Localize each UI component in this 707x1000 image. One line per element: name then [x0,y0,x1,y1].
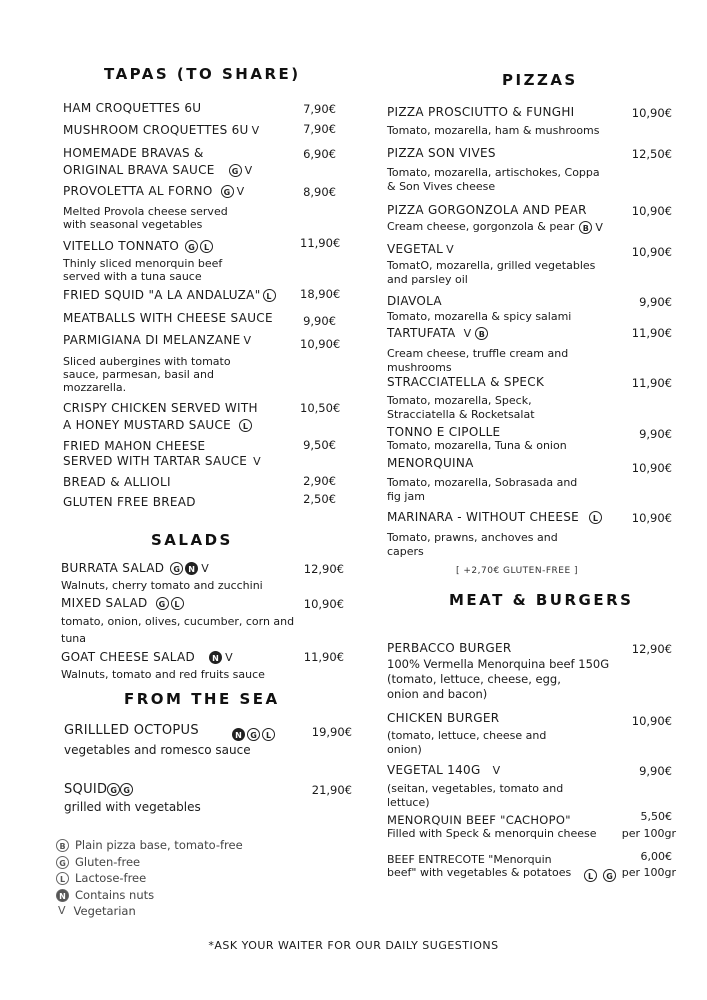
sea-heading: FROM THE SEA [124,690,280,708]
menu-item-desc: Walnuts, tomato and red fruits sauce [61,668,265,681]
vegetarian-icon: V [253,455,261,468]
menu-item-desc: with seasonal vegetables [63,218,203,231]
menu-item-name: GRILLLED OCTOPUS [64,723,199,738]
legend-label: Gluten-free [75,854,141,869]
pizzas-heading: PIZZAS [502,71,578,89]
menu-item-price: 8,90€ [303,185,336,199]
legend-label: Lactose-free [75,871,147,885]
menu-item-name: PIZZA SON VIVES [387,146,496,160]
menu-item-desc: lettuce) [387,796,430,809]
gluten-free-icon: G [247,728,260,741]
vegetarian-icon: V [236,185,245,198]
contains-nuts-icon: N [185,562,198,575]
menu-item-desc: Tomato, mozarella, Tuna & onion [387,439,567,452]
menu-item-desc: (tomato, lettuce, cheese, egg, [387,672,561,686]
meat-heading: MEAT & BURGERS [449,591,634,609]
menu-item-desc: Tomato, mozarella & spicy salami [387,310,572,323]
vegetarian-icon: V [244,164,253,177]
menu-item-desc: tuna [61,632,86,645]
menu-item-name: MEATBALLS WITH CHEESE SAUCE [63,311,273,325]
menu-item-price: 11,90€ [631,326,672,340]
menu-item [387,220,603,234]
menu-item-desc: Walnuts, cherry tomato and zucchini [61,579,263,592]
menu-item-desc: onion) [387,743,422,756]
menu-item-name: PIZZA GORGONZOLA AND PEAR [387,203,587,217]
gluten-free-icon: G [120,783,133,796]
menu-item-desc: mushrooms [387,361,452,374]
lactose-free-icon: L [262,728,275,741]
menu-item-price: 9,90€ [639,295,672,309]
vegetarian-icon: V [225,651,233,664]
menu-item-price: 11,90€ [300,236,341,250]
menu-item-name: PERBACCO BURGER [387,641,512,655]
menu-item-price: 12,90€ [303,562,344,576]
menu-item-name: TONNO E CIPOLLE [387,425,501,439]
lactose-free-icon: L [56,872,69,885]
menu-item-price: 10,50€ [300,401,341,415]
menu-item-price: 21,90€ [311,783,352,797]
menu-item-desc: Tomato, mozarella, ham & mushrooms [387,124,600,137]
menu-item-name: CRISPY CHICKEN SERVED WITH [63,401,258,415]
legend-item [56,887,243,904]
menu-item-desc: TomatO, mozarella, grilled vegetables [387,259,596,272]
menu-item-desc: Thinly sliced menorquin beef [63,257,223,270]
lactose-free-icon: L [200,240,213,253]
menu-item-name: PARMIGIANA DI MELANZANE [63,333,241,347]
menu-item-unit: per 100gr [621,866,676,879]
vegetarian-icon: V [492,764,501,777]
menu-item-desc: grilled with vegetables [64,800,201,814]
menu-item-desc: & Son Vives cheese [387,180,496,193]
menu-item [387,762,500,779]
menu-item-price: 11,90€ [303,650,344,664]
menu-item [61,649,233,666]
menu-item-price: 10,90€ [631,245,672,259]
menu-item-name: MENORQUINA [387,456,474,470]
menu-item [63,122,259,139]
menu-item [63,162,252,179]
gluten-free-icon: G [107,783,120,796]
gluten-free-note: [ +2,70€ GLUTEN-FREE ] [456,566,579,576]
menu-item-price: 10,90€ [631,106,672,120]
menu-item-name: FRIED MAHON CHEESE [63,439,206,453]
vegetarian-icon: V [201,562,210,575]
menu-item-price: 10,90€ [631,204,672,218]
item-icons [230,724,275,743]
gluten-free-icon: G [603,869,616,882]
menu-item [63,238,213,255]
menu-item-name: SQUID [64,782,108,797]
menu-item-price: 9,90€ [639,427,672,441]
gluten-free-icon: G [221,185,234,198]
contains-nuts-icon: N [232,728,245,741]
menu-item-name: VEGETAL [387,242,444,256]
menu-item-price: 10,90€ [631,461,672,475]
menu-item-price: 10,90€ [300,337,341,351]
menu-item [63,332,251,349]
menu-item-name: PIZZA PROSCIUTTO & FUNGHI [387,105,575,119]
menu-item [387,509,602,526]
menu-item-name: CHICKEN BURGER [387,711,500,725]
menu-item [61,595,184,612]
menu-item-price: 12,50€ [631,147,672,161]
menu-item-name: DIAVOLA [387,294,442,308]
legend-item [56,870,243,887]
vegetarian-icon: V [446,243,454,256]
menu-item-name: HOMEMADE BRAVAS & [63,146,204,160]
menu-item-desc: Cream cheese, truffle cream and [387,347,569,360]
menu-item-price: 11,90€ [631,376,672,390]
menu-item-name: GOAT CHEESE SALAD [61,650,196,664]
menu-item-name: VEGETAL 140G [387,763,481,777]
menu-item-desc: 100% Vermella Menorquina beef 150G [387,657,610,671]
allergen-legend [56,837,243,920]
menu-item-name: BEEF ENTRECOTE "Menorquin [387,853,552,866]
menu-item-desc: Tomato, mozarella, Sobrasada and [387,476,578,489]
vegetarian-icon: V [251,124,260,137]
menu-item [64,781,133,798]
menu-item-name: SERVED WITH TARTAR SAUCE [63,454,248,468]
menu-item-price: 6,00€ [640,850,672,863]
legend-item [56,854,243,871]
plain-base-icon: B [579,221,592,234]
menu-item-name: HAM CROQUETTES 6U [63,101,202,115]
menu-item-price: 12,90€ [631,642,672,656]
menu-item-price: 18,90€ [300,287,341,301]
menu-item [63,287,276,304]
menu-item-desc: Tomato, mozarella, artischokes, Coppa [387,166,600,179]
menu-item-desc: Cream cheese, gorgonzola & pear [387,220,575,233]
menu-item-name: TARTUFATA [387,326,456,340]
menu-item-price: 9,90€ [303,314,336,328]
menu-item [63,453,261,470]
menu-item-name: MENORQUIN BEEF "CACHOPO" [387,813,571,827]
legend-label: Plain pizza base, tomato-free [75,838,243,852]
menu-item-desc: Filled with Speck & menorquin cheese [387,827,597,840]
menu-item-name: BREAD & ALLIOLI [63,475,171,489]
legend-item [56,837,243,854]
menu-item-price: 2,50€ [303,492,336,506]
salads-heading: SALADS [151,531,233,549]
menu-item-name: GLUTEN FREE BREAD [63,495,196,509]
menu-item [61,560,209,577]
gluten-free-icon: G [229,164,242,177]
gluten-free-icon: G [185,240,198,253]
menu-item-name: ORIGINAL BRAVA SAUCE [63,163,215,177]
lactose-free-icon: L [171,597,184,610]
menu-item-price: 5,50€ [640,810,672,823]
menu-item-name: MUSHROOM CROQUETTES 6U [63,123,249,137]
vegetarian-icon: V [243,334,252,347]
menu-item-desc: sauce, parmesan, basil and [63,368,214,381]
menu-item-name: STRACCIATELLA & SPECK [387,375,545,389]
menu-item-desc: onion and bacon) [387,687,488,701]
menu-item-desc: (seitan, vegetables, tomato and [387,782,564,795]
contains-nuts-icon: N [209,651,222,664]
menu-item-desc: mozzarella. [63,381,127,394]
menu-item-unit: per 100gr [621,827,676,840]
menu-item [63,417,252,434]
menu-item-price: 10,90€ [631,511,672,525]
menu-item-desc: (tomato, lettuce, cheese and [387,729,547,742]
menu-item-desc: Tomato, prawns, anchoves and [387,531,558,544]
menu-item-name: FRIED SQUID "A LA ANDALUZA" [63,288,261,302]
menu-item-desc: Tomato, mozarella, Speck, [387,394,532,407]
menu-item-desc: Stracciatella & Rocketsalat [387,408,535,421]
lactose-free-icon: L [263,289,276,302]
menu-item-name: VITELLO TONNATO [63,239,180,253]
menu-item-price: 9,50€ [303,438,336,452]
gluten-free-icon: G [156,597,169,610]
plain-base-icon: B [475,327,488,340]
legend-label: Vegetarian [73,904,136,918]
legend-item [56,903,243,920]
gluten-free-icon: G [56,856,69,869]
footer-note: *ASK YOUR WAITER FOR OUR DAILY SUGESTIONS [208,939,499,952]
menu-item-price: 2,90€ [303,474,336,488]
menu-item-name: PROVOLETTA AL FORNO [63,184,213,198]
menu-item [387,241,454,258]
lactose-free-icon: L [239,419,252,432]
vegetarian-icon: V [58,904,66,918]
menu-item-name: MIXED SALAD [61,596,148,610]
menu-item-price: 10,90€ [303,597,344,611]
lactose-free-icon: L [589,511,602,524]
gluten-free-icon: G [170,562,183,575]
menu-item-price: 7,90€ [303,122,336,136]
legend-label: Contains nuts [75,887,155,902]
menu-item-price: 7,90€ [303,102,336,116]
vegetarian-icon: V [463,327,472,340]
menu-item-price: 10,90€ [631,714,672,728]
plain-base-icon: B [56,839,69,852]
menu-item-desc: fig jam [387,490,425,503]
menu-item-desc: vegetables and romesco sauce [64,743,251,757]
menu-item-desc: Sliced aubergines with tomato [63,355,231,368]
menu-item [387,325,488,342]
menu-item-price: 6,90€ [303,147,336,161]
menu-item-desc: Melted Provola cheese served [63,205,228,218]
menu-item-price: 19,90€ [311,725,352,739]
menu-item-desc: capers [387,545,424,558]
lactose-free-icon: L [584,869,597,882]
menu-item-desc: and parsley oil [387,273,468,286]
menu-item-price: 9,90€ [639,764,672,778]
menu-item-desc: beef" with vegetables & potatoes [387,866,572,879]
menu-item [63,183,244,200]
menu-item-name: BURRATA SALAD [61,561,165,575]
menu-item-name: MARINARA - WITHOUT CHEESE [387,510,580,524]
vegetarian-icon: V [595,220,603,234]
tapas-heading: TAPAS (TO SHARE) [104,65,301,83]
menu-item-name: A HONEY MUSTARD SAUCE [63,418,232,432]
menu-item-desc: served with a tuna sauce [63,270,202,283]
contains-nuts-icon: N [56,889,69,902]
menu-item-desc: tomato, onion, olives, cucumber, corn and [61,615,295,628]
